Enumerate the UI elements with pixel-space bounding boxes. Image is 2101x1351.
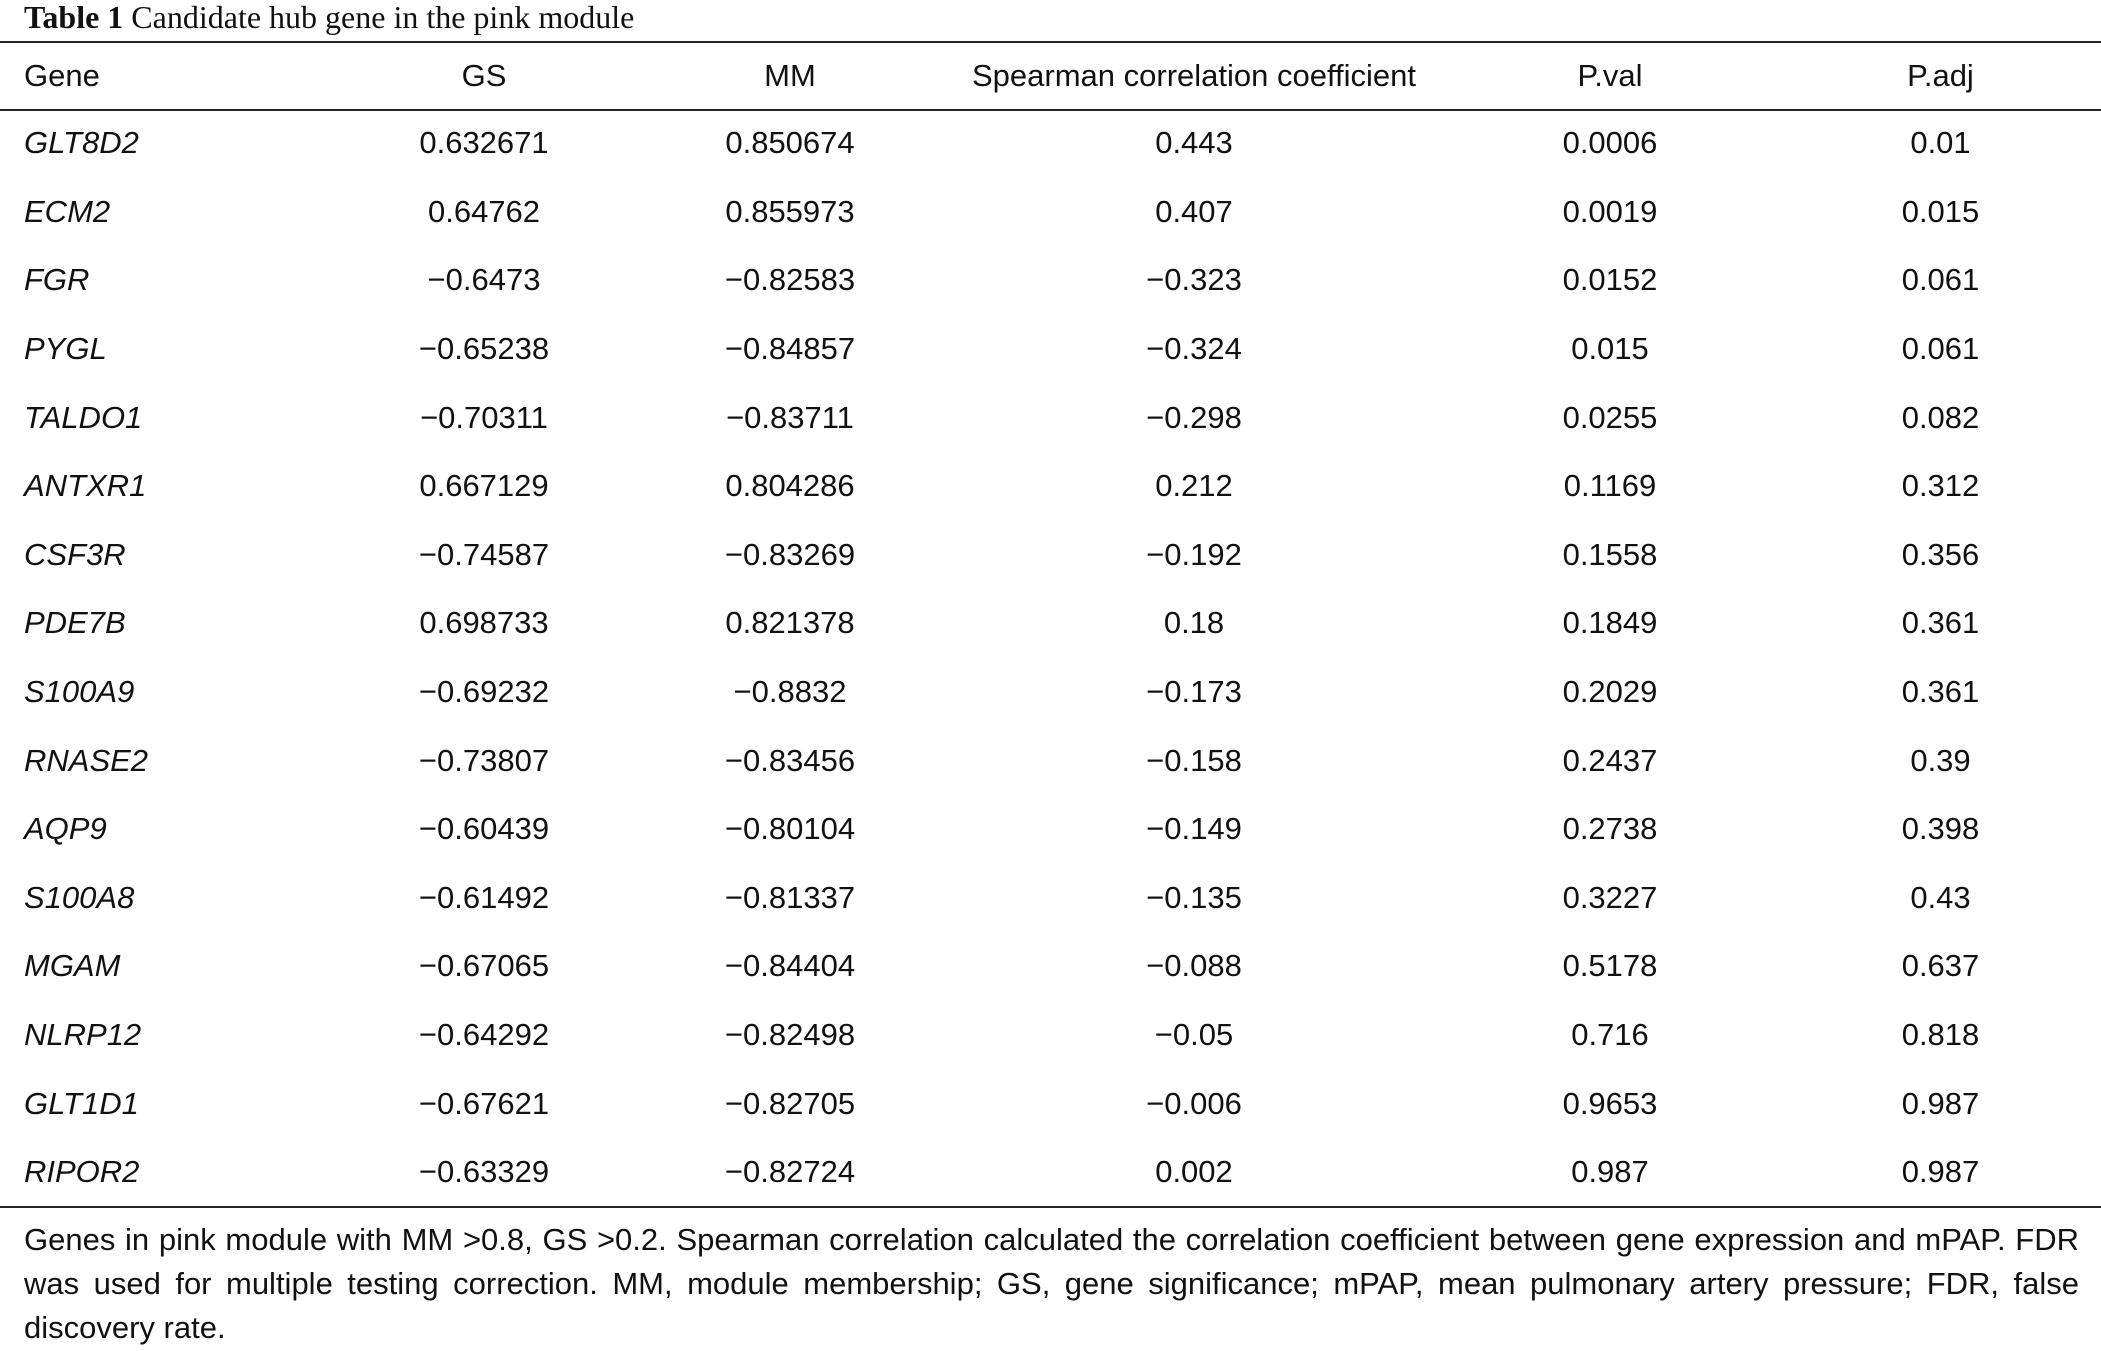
gene-cell: MGAM <box>24 948 121 984</box>
gene-cell: RIPOR2 <box>24 1154 140 1190</box>
column-header-gene: Gene <box>24 57 100 93</box>
table-row <box>0 1069 2101 1138</box>
column-header-mm: MM <box>764 57 816 93</box>
gene-cell: CSF3R <box>24 536 126 572</box>
gene-cell: TALDO1 <box>24 399 143 435</box>
spearman-cell: 0.407 <box>1155 193 1233 229</box>
table-caption-label: Table 1 <box>24 0 124 35</box>
padj-cell: 0.39 <box>1910 742 1971 778</box>
mm-cell: −0.83456 <box>724 742 856 778</box>
spearman-cell: −0.135 <box>1146 879 1242 915</box>
gs-cell: −0.69232 <box>418 674 550 710</box>
pval-cell: 0.0152 <box>1562 262 1658 298</box>
mm-cell: 0.850674 <box>725 125 855 161</box>
mm-cell: −0.84857 <box>724 331 856 367</box>
table-row <box>0 178 2101 247</box>
padj-cell: 0.015 <box>1901 193 1980 229</box>
pval-cell: 0.9653 <box>1562 1085 1658 1121</box>
spearman-cell: −0.192 <box>1146 536 1242 572</box>
mm-cell: −0.81337 <box>724 879 856 915</box>
pval-cell: 0.015 <box>1571 331 1649 367</box>
gs-cell: 0.667129 <box>419 468 549 504</box>
spearman-cell: −0.149 <box>1146 811 1242 847</box>
table-row <box>0 726 2101 795</box>
gene-cell: S100A8 <box>24 879 135 915</box>
table-row <box>0 589 2101 658</box>
gene-cell: FGR <box>24 262 90 298</box>
spearman-cell: −0.298 <box>1146 399 1242 435</box>
gs-cell: −0.73807 <box>418 742 550 778</box>
padj-cell: 0.818 <box>1901 1017 1980 1053</box>
table-row <box>0 383 2101 452</box>
mm-cell: −0.83711 <box>726 399 854 435</box>
hub-gene-table <box>0 42 2101 1207</box>
gs-cell: −0.65238 <box>418 331 550 367</box>
gs-cell: −0.61492 <box>418 879 550 915</box>
pval-cell: 0.0255 <box>1562 399 1658 435</box>
padj-cell: 0.312 <box>1901 468 1980 504</box>
gene-cell: GLT8D2 <box>24 125 139 161</box>
gs-cell: −0.67621 <box>418 1085 550 1121</box>
table-footnote: Genes in pink module with MM >0.8, GS >0.2. Spearman correlation calculated the correlation coefficient between gene expression and mPAP. FDR was used for multiple testing correction. MM, module membership; GS, gene significance; mPAP, mean pulmonary artery pressure; FDR, false discovery rate. <box>24 1222 2079 1345</box>
spearman-cell: −0.324 <box>1146 331 1242 367</box>
padj-cell: 0.082 <box>1901 399 1980 435</box>
mm-cell: −0.84404 <box>724 948 856 984</box>
pval-cell: 0.1849 <box>1562 605 1658 641</box>
gene-cell: ANTXR1 <box>24 468 147 504</box>
pval-cell: 0.716 <box>1571 1017 1649 1053</box>
spearman-cell: 0.443 <box>1155 125 1233 161</box>
padj-cell: 0.987 <box>1901 1085 1980 1121</box>
gs-cell: −0.64292 <box>418 1017 550 1053</box>
spearman-cell: −0.006 <box>1146 1085 1242 1121</box>
table-row <box>0 109 2101 178</box>
spearman-cell: 0.18 <box>1163 605 1225 641</box>
padj-cell: 0.43 <box>1910 879 1971 915</box>
table-body <box>0 109 2101 1207</box>
column-header-padj: P.adj <box>1907 57 1974 93</box>
spearman-cell: −0.05 <box>1154 1017 1234 1053</box>
gene-cell: PYGL <box>24 331 107 367</box>
table-bottom-rule <box>0 1206 2101 1208</box>
padj-cell: 0.356 <box>1901 536 1980 572</box>
mm-cell: −0.8832 <box>733 674 847 710</box>
gene-cell: GLT1D1 <box>24 1085 139 1121</box>
table-row <box>0 452 2101 521</box>
table-row <box>0 315 2101 384</box>
table-caption <box>24 0 634 40</box>
table-row <box>0 246 2101 315</box>
pval-cell: 0.987 <box>1571 1154 1649 1190</box>
padj-cell: 0.061 <box>1901 262 1980 298</box>
mm-cell: 0.821378 <box>725 605 855 641</box>
gene-cell: PDE7B <box>24 605 126 641</box>
pval-cell: 0.1558 <box>1562 536 1658 572</box>
table-row <box>0 658 2101 727</box>
gs-cell: −0.70311 <box>420 399 548 435</box>
table-caption-text: Candidate hub gene in the pink module <box>131 0 635 35</box>
spearman-cell: −0.323 <box>1146 262 1242 298</box>
table-row <box>0 1138 2101 1207</box>
header-row <box>0 42 2101 109</box>
padj-cell: 0.637 <box>1901 948 1980 984</box>
spearman-cell: −0.158 <box>1146 742 1242 778</box>
table-row <box>0 1001 2101 1070</box>
pval-cell: 0.0019 <box>1562 193 1658 229</box>
mm-cell: 0.804286 <box>725 468 855 504</box>
gs-cell: −0.74587 <box>418 536 550 572</box>
mm-cell: −0.82583 <box>724 262 856 298</box>
gs-cell: −0.6473 <box>427 262 541 298</box>
table-row <box>0 521 2101 590</box>
pval-cell: 0.3227 <box>1562 879 1658 915</box>
column-header-gs: GS <box>461 57 507 93</box>
padj-cell: 0.987 <box>1901 1154 1980 1190</box>
mm-cell: 0.855973 <box>725 193 855 229</box>
pval-cell: 0.1169 <box>1563 468 1657 504</box>
mm-cell: −0.82724 <box>724 1154 856 1190</box>
pval-cell: 0.2029 <box>1562 674 1658 710</box>
gene-cell: AQP9 <box>24 811 107 847</box>
gene-cell: NLRP12 <box>24 1017 142 1053</box>
padj-cell: 0.361 <box>1901 674 1980 710</box>
spearman-cell: 0.212 <box>1155 468 1233 504</box>
table-row <box>0 932 2101 1001</box>
mm-cell: −0.82498 <box>724 1017 856 1053</box>
mm-cell: −0.83269 <box>724 536 856 572</box>
padj-cell: 0.01 <box>1910 125 1971 161</box>
padj-cell: 0.061 <box>1901 331 1980 367</box>
padj-cell: 0.361 <box>1901 605 1980 641</box>
gene-cell: S100A9 <box>24 674 135 710</box>
gs-cell: 0.632671 <box>419 125 549 161</box>
gene-cell: ECM2 <box>24 193 111 229</box>
gs-cell: 0.64762 <box>427 193 541 229</box>
mm-cell: −0.80104 <box>724 811 856 847</box>
pval-cell: 0.5178 <box>1562 948 1658 984</box>
table-row <box>0 864 2101 933</box>
table-header-rule <box>0 109 2101 111</box>
padj-cell: 0.398 <box>1901 811 1980 847</box>
gs-cell: −0.60439 <box>418 811 550 847</box>
table-row <box>0 795 2101 864</box>
gene-cell: RNASE2 <box>24 742 149 778</box>
pval-cell: 0.2738 <box>1562 811 1658 847</box>
column-header-pval: P.val <box>1577 57 1643 93</box>
pval-cell: 0.0006 <box>1562 125 1658 161</box>
spearman-cell: 0.002 <box>1155 1154 1233 1190</box>
spearman-cell: −0.173 <box>1146 674 1242 710</box>
spearman-cell: −0.088 <box>1146 948 1242 984</box>
mm-cell: −0.82705 <box>724 1085 856 1121</box>
column-header-spearman: Spearman correlation coefficient <box>971 57 1416 93</box>
gs-cell: 0.698733 <box>419 605 549 641</box>
pval-cell: 0.2437 <box>1562 742 1658 778</box>
table-header <box>0 42 2101 109</box>
gs-cell: −0.67065 <box>418 948 550 984</box>
gs-cell: −0.63329 <box>418 1154 550 1190</box>
